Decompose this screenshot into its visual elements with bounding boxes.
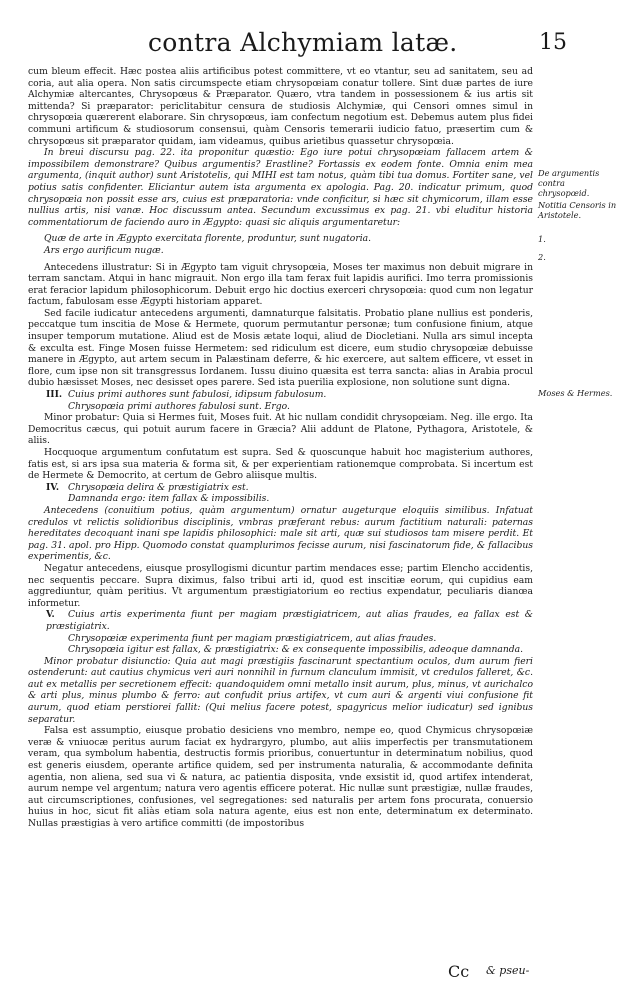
syllogism-number: III. <box>46 389 63 401</box>
syllogism-major: Cuius artis experimenta fiunt per magiam præstigiatricem, aut alias fraudes, ea fallax est & præstigiatrix. <box>46 609 533 632</box>
paragraph: Minor probatur disiunctio: Quia aut magi præstigiis fascinarunt spectantium oculos, dum aurum fieri ostenderunt: aut cautius chymicus veri auri nonnihil in furnum clanculum immisit, vt credulos falleret, &c. aut ex metallis per secretionem effecit: quandoquidem omni metallo insit aurum, plus, minus, vt aurichalco & arti plus, minus plumbo & ferro: aut confudit prius artifex, vt cum auri & argenti viui confusione fit aurum, quod etiam perstiorei fallit: (Qui melius facere potest, spagyricus melior iudicatur) sed ignibus separatur. <box>28 655 533 725</box>
paragraph: Antecedens illustratur: Si in Ægypto tam viguit chrysopœia, Moses ter maximus non debuit migrare in terram sanctam. Atqui in hanc migrauit. Non ergo illa tam ferax fuit lapidis aurifici. Imo terra promissionis erat feracior lapidum philosophicorum. Debuit ergo hic doctius exerceri chrysopœia: quod cum non legatur factum, fabulosam esse Ægypti historiam apparet. <box>28 261 533 308</box>
paragraph: Antecedens (conuitium potius, quàm argumentum) ornatur augeturque eloquiis similibus. Infatuat credulos vt relictis solidioribus disciplinis, vmbras præferant rebus: aurum factitium naturali: paternas hereditates decoquant inani spe lapidis philosophici: male sit arti, quæ sui studiosos tam misere perdit. Et pag. 31. apol. pro Hipp. Quomodo constat quamplurimos fecisse aurum, nisi fascinatorum fide, & fallacibus experimentis, &c. <box>28 504 533 563</box>
syllogism-minor: Damnanda ergo: item fallax & impossibilis. <box>68 493 270 505</box>
paragraph: Sed facile iudicatur antecedens argumenti, damnaturque falsitatis. Probatio plane nullius est ponderis, peccatque tum inscitia de Mose & Hermete, quorum permutantur personæ; tum confusione finium, atque insuper temporum mutatione. Aliud est de Mosis ætate loqui, aliud de Diocletiani. Nulla ars simul incepta & exculta est. Finge Mosen fuisse Hermetem: sed ridiculum est dicere, eum studio chrysopœiæ debuisse manere in Ægypto, aut artem secum in Palæstinam deferre, & hic exercere, aut saltem efficere, vt esset in flore, cum ipse non sit transgressus Iordanem. Iussu diuino quæsita est terra sancta: alias in Arabia procul dubio hæsisset Moses, nec desisset opes parere. Sed ista puerilia explosione, non solutione sunt digna. <box>28 307 533 389</box>
syllogism-major: Chrysopœia delira & præstigiatrix est. <box>68 481 249 493</box>
syllogism-line: Ars ergo aurificum nugæ. <box>44 244 164 256</box>
page-number: 15 <box>539 30 567 55</box>
paragraph: Minor probatur: Quia si Hermes fuit, Moses fuit. At hic nullam condidit chrysopœiam. Neg. ille ergo. Ita Democritus cæcus, qui potuit aurum facere in Græcia? Alii addunt de Platone, Pythagora, Aristotele, & aliis. <box>28 412 533 447</box>
syllogism-V <box>46 609 533 655</box>
paragraph: Falsa est assumptio, eiusque probatio desiciens vno membro, nempe eo, quod Chymicus chrysopœiæ veræ & vniuocæ peritus aurum faciat ex hydrargyro, plumbo, aut aliis imperfectis per transmutationem veram, qua symbolum habentia, destructis formis prioribus, conuertuntur in determinatum nobilius, quod est generis eiusdem, operante artifice quidem, sed per instrumenta naturalia, & accommodante definita agentia, non aliena, sed sua vi & natura, ac patientia disposita, vnde exsistit id, quod artifex intenderat, aurum nempe vel argentum; natura vero agentis efficere poterat. Hic nullæ sunt præstigiæ, nullæ fraudes, aut circumscriptiones, confusiones, vel segregationes: sed naturalis per artem fons procurata, conuersio huius in hoc, sicut fit aliàs etiam sola natura agente, eius est non ente, determinatum ex determinato. Nullas præstigias à vero artifice committi (de impostoribus <box>28 725 533 829</box>
syllogism-minor: Chrysopœia primi authores fabulosi sunt. Ergo. <box>68 400 290 412</box>
catchword: & pseu- <box>486 964 530 977</box>
syllogism-number: IV. <box>46 481 60 493</box>
syllogism-conclusion: Chrysopœia igitur est fallax, & præstigiatrix: & ex consequente impossibilis, adeoque damnanda. <box>68 644 524 656</box>
running-title: contra Alchymiam latæ. <box>148 28 458 57</box>
syllogism-line: Quæ de arte in Ægypto exercitata florente, produntur, sunt nugatoria. <box>44 233 372 245</box>
syllogism-number: V. <box>46 609 55 621</box>
syllogism-major: Cuius primi authores sunt fabulosi, idipsum fabulosum. <box>68 389 327 401</box>
marginal-note: 1. <box>538 234 546 244</box>
paragraph: Hocquoque argumentum confutatum est supra. Sed & quoscunque habuit hoc magisterium authores, fatis est, si ars ipsa sua materia & forma sit, & per experientiam rationemque comprobata. Si incertum est de Hermete & Democrito, at certum de Gebro aliisque multis. <box>28 447 533 482</box>
syllogism-IV <box>46 482 533 505</box>
page-header <box>0 28 619 62</box>
paragraph: Negatur antecedens, eiusque prosyllogismi dicuntur partim mendaces esse; partim Elencho accidentis, nec sequentis peccare. Supra diximus, falso tribui arti id, quod est inscitiæ eorum, qui cupidius eam aggrediuntur, quàm peritius. Vt argumentum præstigiatorium eo rectius expendatur, peculiaris dianœa informetur. <box>28 562 533 609</box>
paragraph: cum bleum effecit. Hæc postea aliis artificibus potest committere, vt eo vtantur, seu ad sanitatem, seu ad coria, aut alia opera. Non satis circumspecte etiam chrysopœiam conatur tollere. Sint duæ partes de iure Alchymiæ altercantes, Chrysopœus & Præparator. Quæro, vtra tandem in possessionem & ius artis sit mittenda? Si præparator: periclitabitur censura de studiosis Alchymiæ, qui Censori omnes simul in chrysopœia quærerent elaborare. Sin chrysopœus, iam confectum negotium est. Debemus autem plus fidei communi artificum & studiosorum consensui, quàm Censoris temerarii iudicio fatuo, præsertim cum & chrysopœus sit præparator quidam, iam videamus, quibus arietibus quassetur chrysopœia. <box>28 66 533 147</box>
main-text <box>28 66 533 830</box>
marginal-note: 2. <box>538 252 546 262</box>
marginal-note: Notitia Censoris in Aristotele. <box>538 200 617 220</box>
marginal-note: De argumentis contra chrysopœid. <box>538 168 600 198</box>
syllogism-minor: Chrysopœiæ experimenta fiunt per magiam præstigiatricem, aut alias fraudes. <box>68 632 437 644</box>
signature-mark: Cc <box>448 962 470 981</box>
paragraph: In breui discursu pag. 22. ita proponitur quæstio: Ego iure potui chrysopœiam fallacem artem & impossibilem demonstrare? Quibus argumentis? Erastline? Fortassis ex eodem fonte. Omnia enim mea argumenta, (inquit author) sunt Aristotelis, qui MIHI est tam notus, quàm tibi tua domus. Fortiter sane, vel potius satis confidenter. Eliciantur autem ista argumenta ex apologia. Pag. 20. indicatur primum, quod chrysopœia non possit esse ars, cuius est præparatoria: vnde conficitur, si hæc sit chymicorum, illam esse nullius artis, nisi vanæ. Hoc discussum antea. Secundum excussimus ex pag. 21. vbi eluditur historia commentatiorum de faciendo auro in Ægypto: quasi sic aliquis argumentaretur: <box>28 147 533 228</box>
syllogism-III <box>46 389 533 412</box>
page-footer <box>0 960 619 990</box>
marginal-note: Moses & Hermes. <box>538 388 613 398</box>
